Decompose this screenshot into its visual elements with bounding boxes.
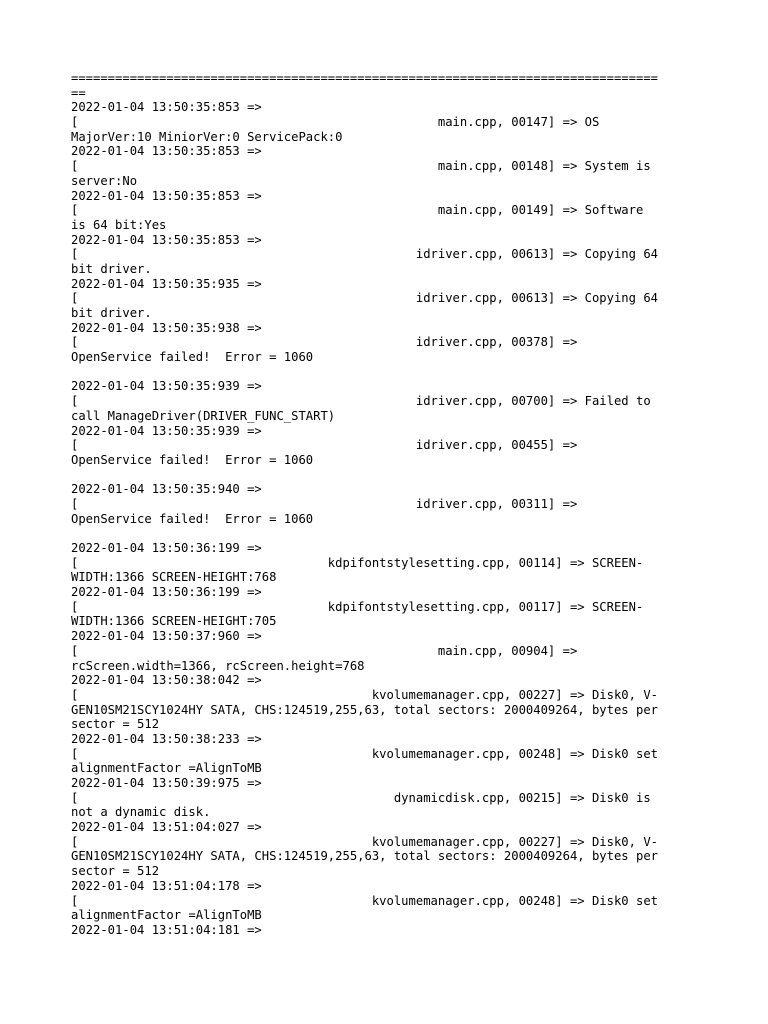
log-line: [ idriver.cpp, 00378] => xyxy=(71,335,578,350)
log-line: MajorVer:10 MiniorVer:0 ServicePack:0 xyxy=(71,129,343,144)
log-line: == xyxy=(71,85,86,100)
log-line: 2022-01-04 13:50:38:233 => xyxy=(71,731,262,746)
log-line: [ idriver.cpp, 00700] => Failed to xyxy=(71,394,651,409)
log-line: is 64 bit:Yes xyxy=(71,217,167,232)
log-line: WIDTH:1366 SCREEN-HEIGHT:768 xyxy=(71,570,277,585)
log-line: ================================================================================ xyxy=(71,71,658,85)
log-line: [ main.cpp, 00904] => xyxy=(71,643,578,658)
log-line: bit driver. xyxy=(71,306,152,320)
log-line: 2022-01-04 13:50:37:960 => xyxy=(71,629,262,644)
log-document xyxy=(71,71,711,938)
log-line: [ dynamicdisk.cpp, 00215] => Disk0 is xyxy=(71,790,651,805)
log-line: [ kvolumemanager.cpp, 00248] => Disk0 set xyxy=(71,893,658,908)
log-line: [ main.cpp, 00147] => OS xyxy=(71,115,600,130)
log-line: [ kvolumemanager.cpp, 00227] => Disk0, V- xyxy=(71,687,658,702)
log-line: 2022-01-04 13:51:04:027 => xyxy=(71,820,262,835)
log-line: 2022-01-04 13:50:35:935 => xyxy=(71,276,262,291)
log-line: GEN10SM21SCY1024HY SATA, CHS:124519,255,63, total sectors: 2000409264, bytes per xyxy=(71,702,658,717)
log-line: sector = 512 xyxy=(71,717,160,732)
log-line: not a dynamic disk. xyxy=(71,805,211,820)
log-line: 2022-01-04 13:50:35:938 => xyxy=(71,320,262,335)
log-line: OpenService failed! Error = 1060 xyxy=(71,350,314,365)
log-line: server:No xyxy=(71,173,138,188)
log-line: sector = 512 xyxy=(71,864,160,879)
log-line: [ kdpifontstylesetting.cpp, 00117] => SCREEN- xyxy=(71,599,644,614)
blank-line xyxy=(71,526,711,541)
log-line: [ idriver.cpp, 00613] => Copying 64 xyxy=(71,247,658,262)
log-line: 2022-01-04 13:50:35:853 => xyxy=(71,232,262,247)
log-line: [ idriver.cpp, 00311] => xyxy=(71,496,578,511)
blank-line xyxy=(71,468,711,483)
log-line: WIDTH:1366 SCREEN-HEIGHT:705 xyxy=(71,614,277,629)
log-line: [ idriver.cpp, 00613] => Copying 64 xyxy=(71,291,658,306)
log-line: OpenService failed! Error = 1060 xyxy=(71,511,314,526)
log-line: 2022-01-04 13:50:39:975 => xyxy=(71,776,262,790)
log-line: 2022-01-04 13:50:35:853 => xyxy=(71,100,262,115)
blank-line xyxy=(71,365,711,380)
log-line: 2022-01-04 13:50:35:939 => xyxy=(71,423,262,438)
log-line: OpenService failed! Error = 1060 xyxy=(71,452,314,467)
log-line: 2022-01-04 13:51:04:181 => xyxy=(71,922,262,937)
log-line: call ManageDriver(DRIVER_FUNC_START) xyxy=(71,408,336,423)
log-line: [ main.cpp, 00148] => System is xyxy=(71,159,651,174)
log-line: [ idriver.cpp, 00455] => xyxy=(71,438,578,453)
log-line: alignmentFactor =AlignToMB xyxy=(71,908,262,923)
log-line: 2022-01-04 13:50:38:042 => xyxy=(71,673,262,688)
log-line: 2022-01-04 13:50:35:853 => xyxy=(71,188,262,203)
log-line: [ kvolumemanager.cpp, 00248] => Disk0 set xyxy=(71,746,658,761)
log-line: GEN10SM21SCY1024HY SATA, CHS:124519,255,63, total sectors: 2000409264, bytes per xyxy=(71,849,658,864)
log-line: 2022-01-04 13:50:36:199 => xyxy=(71,585,262,600)
log-line: 2022-01-04 13:50:36:199 => xyxy=(71,541,262,555)
log-line: alignmentFactor =AlignToMB xyxy=(71,761,262,776)
log-line: [ main.cpp, 00149] => Software xyxy=(71,203,644,218)
log-line: 2022-01-04 13:50:35:853 => xyxy=(71,144,262,159)
log-line: bit driver. xyxy=(71,261,152,276)
log-line: 2022-01-04 13:51:04:178 => xyxy=(71,878,262,893)
log-line: 2022-01-04 13:50:35:939 => xyxy=(71,379,262,394)
log-line: [ kvolumemanager.cpp, 00227] => Disk0, V- xyxy=(71,834,658,849)
log-line: rcScreen.width=1366, rcScreen.height=768 xyxy=(71,658,365,673)
log-line: [ kdpifontstylesetting.cpp, 00114] => SCREEN- xyxy=(71,555,644,570)
log-line: 2022-01-04 13:50:35:940 => xyxy=(71,482,262,497)
